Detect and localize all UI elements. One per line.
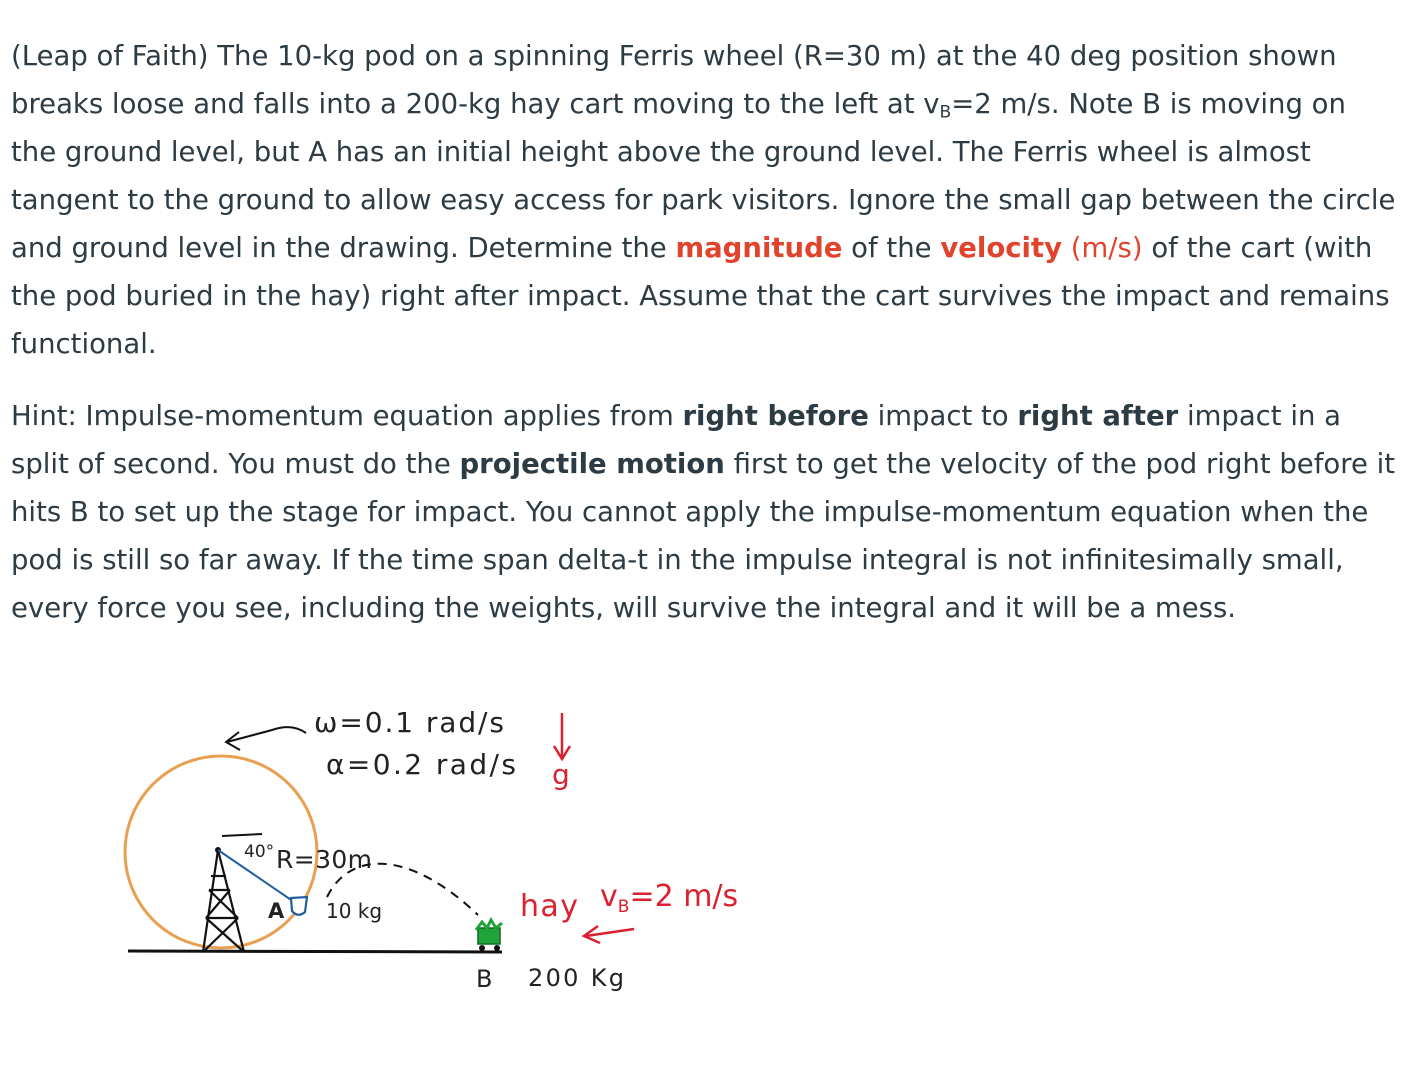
projectile-keyword: projectile motion: [459, 448, 725, 480]
angle-reference-line: [222, 834, 262, 836]
problem-text-4: of the cart (with the pod buried in the hay) right after impact. Assume that the cart survives the impact and remains functional.: [11, 232, 1390, 360]
subscript-b: B: [939, 102, 952, 123]
hint-text-2: impact to: [868, 400, 1018, 432]
support-tower: [203, 850, 244, 952]
omega-label: ω=0.1 rad/s: [314, 706, 504, 739]
ground-line: [128, 951, 502, 952]
hay-label: hay: [520, 889, 578, 924]
vb-symbol: v: [600, 879, 618, 914]
angle-label: 40°: [244, 842, 275, 862]
right-after-keyword: right after: [1017, 400, 1179, 432]
hint-text-3: impact in a split of second. You must do the: [11, 400, 1341, 480]
radius-label: R=30m: [276, 845, 372, 874]
magnitude-keyword: magnitude: [675, 232, 843, 264]
pod-mass-label: 10 kg: [326, 899, 383, 923]
point-a-label: A: [268, 899, 285, 923]
problem-text-3: of the: [842, 232, 941, 264]
svg-text:vB=2 m/s: [600, 879, 738, 917]
cart-mass-label: 200 Kg: [528, 964, 624, 992]
alpha-label: α=0.2 rad/s: [326, 748, 516, 781]
problem-text-2: =2 m/s. Note B is moving on the ground level, but A has an initial height above the ground level. The Ferris wheel is almost tangent to the ground to allow easy access for park visitors. Ignore the small gap between the circle and ground level in the drawing. Determine the: [11, 88, 1396, 264]
ferris-wheel-figure: [0, 660, 1401, 1081]
vb-value: =2 m/s: [629, 879, 739, 914]
rotation-arrow-icon: [227, 727, 306, 742]
point-b-label: B: [476, 965, 493, 993]
hint-paragraph: [11, 392, 1396, 632]
right-before-keyword: right before: [682, 400, 869, 432]
vb-subscript: B: [617, 897, 630, 917]
units-label: (m/s): [1062, 232, 1143, 264]
pod-icon: [291, 897, 307, 915]
hint-text-1: Hint: Impulse-momentum equation applies from: [11, 400, 683, 432]
hint-text-4: first to get the velocity of the pod right before it hits B to set up the stage for impact. You cannot apply the impulse-momentum equation when the pod is still so far away. If the time span delta-t in the impulse integral is not infinitesimally small, every force you see, including the weights, will survive the integral and it will be a mess.: [11, 448, 1396, 624]
problem-text-1: (Leap of Faith) The 10-kg pod on a spinning Ferris wheel (R=30 m) at the 40 deg position shown breaks loose and falls into a 200-kg hay cart moving to the left at v: [11, 40, 1337, 120]
gravity-label: g: [552, 758, 570, 791]
problem-statement: [11, 32, 1396, 368]
velocity-keyword: velocity: [940, 232, 1063, 264]
hay-cart: [476, 920, 502, 951]
